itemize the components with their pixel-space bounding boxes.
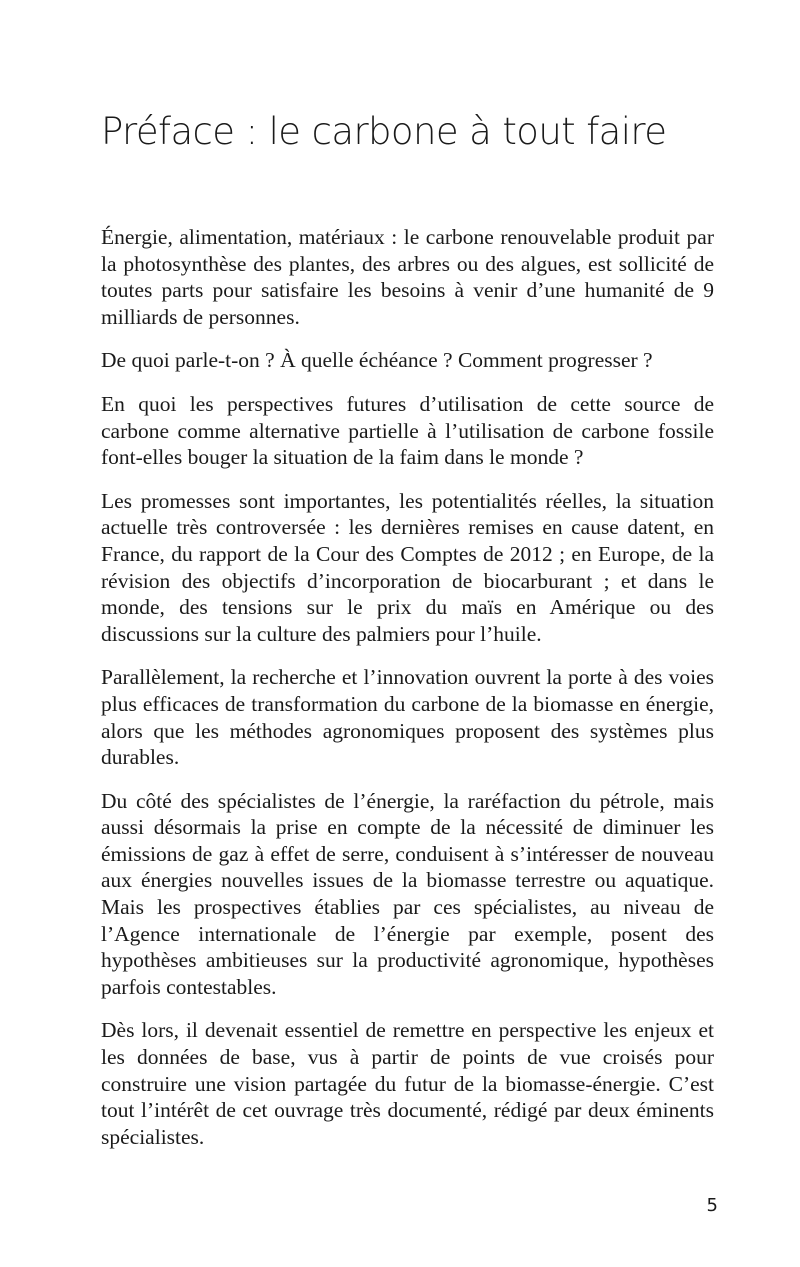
paragraph: Énergie, alimentation, matériaux : le carbone renouvelable produit par la photosynthèse des plantes, des arbres ou des algues, est sollicité de toutes parts pour satisfaire les besoins à venir d’une humanité de 9 milliards de personnes.: [101, 225, 714, 329]
page-number: 5: [706, 1195, 718, 1216]
paragraph: Les promesses sont importantes, les potentialités réelles, la situation actuelle très controversée : les dernières remises en cause datent, en France, du rapport de la Cour des Comptes de 2012 ; en Europe, de la révision des objectifs d’incorporation de biocarburant ; et dans le monde, des tensions sur le prix du maïs en Amérique ou des discussions sur la culture des palmiers pour l’huile.: [101, 488, 714, 646]
preface-body: [101, 224, 714, 1167]
paragraph: Dès lors, il devenait essentiel de remettre en perspective les enjeux et les données de base, vus à partir de points de vue croisés pour construire une vision partagée du futur de la biomasse-énergie. C’est tout l’intérêt de cet ouvrage très documenté, rédigé par deux éminents spécialistes.: [101, 1018, 714, 1149]
paragraph: De quoi parle-t-on ? À quelle échéance ? Comment progresser ?: [101, 348, 653, 373]
paragraph: En quoi les perspectives futures d’utilisation de cette source de carbone comme alternative partielle à l’utilisation de carbone fossile font-elles bouger la situation de la faim dans le monde ?: [101, 391, 714, 470]
page-title: Préface : le carbone à tout faire: [101, 110, 667, 153]
paragraph: Du côté des spécialistes de l’énergie, la raréfaction du pétrole, mais aussi désormais la prise en compte de la nécessité de diminuer les émissions de gaz à effet de serre, conduisent à s’intéresser de nouveau aux énergies nouvelles issues de la biomasse terrestre ou aquatique. Mais les prospectives établies par ces spécialistes, au niveau de l’Agence internationale de l’énergie par exemple, posent des hypothèses ambitieuses sur la productivité agronomique, hypothèses parfois contestables.: [101, 788, 714, 999]
paragraph: Parallèlement, la recherche et l’innovation ouvrent la porte à des voies plus efficaces de transformation du carbone de la biomasse en énergie, alors que les méthodes agronomiques proposent des systèmes plus durables.: [101, 665, 714, 770]
